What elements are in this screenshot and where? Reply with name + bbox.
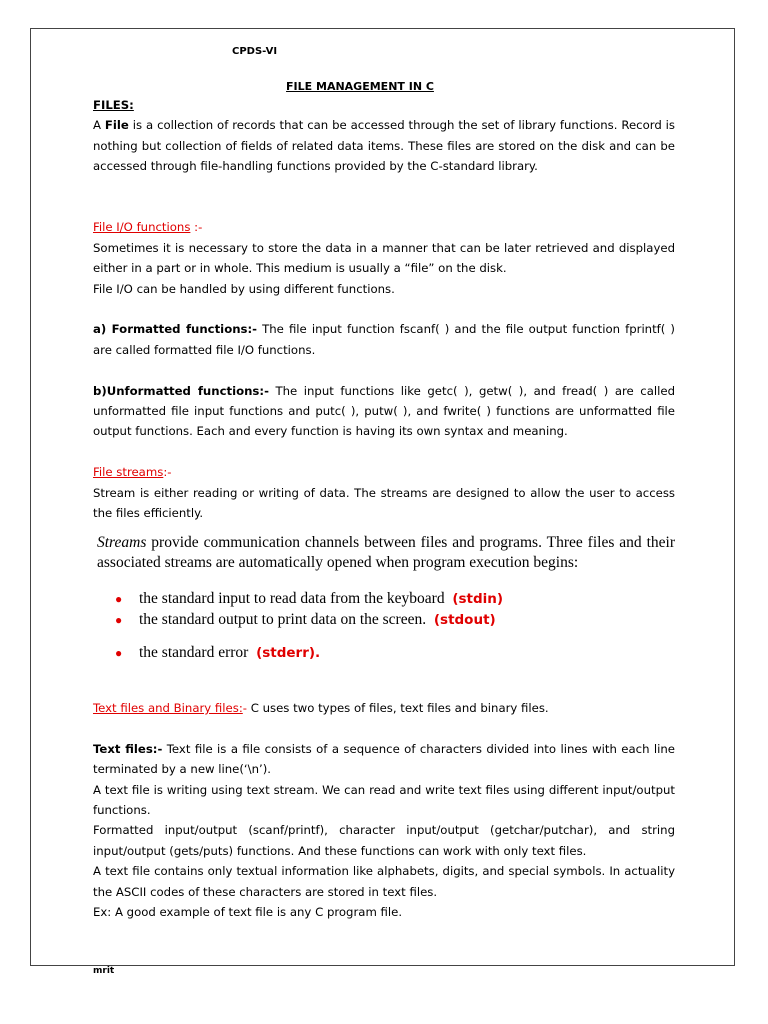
document-title: FILE MANAGEMENT IN C — [286, 80, 434, 93]
streams-heading-line — [93, 462, 675, 482]
bullet-icon: ● — [115, 612, 123, 627]
stream-item-text: the standard input to read data from the keyboard — [139, 590, 445, 608]
textfiles-paragraph-5: Ex: A good example of text file is any C program file. — [93, 905, 403, 919]
streams-heading-suffix: :- — [163, 465, 172, 480]
files-heading: FILES: — [93, 98, 134, 112]
formatted-text: The file input function fscanf( ) and the file output function fprintf( ) are called formatted file I/O functions. — [93, 322, 675, 357]
files-paragraph — [93, 115, 675, 176]
formatted-label: a) Formatted functions:- — [93, 322, 258, 337]
streams-serif-text: provide communication channels between files and programs. Three files and their associated streams are automatically opened when program execution begins: — [97, 534, 675, 572]
textfiles-text: Text file is a file consists of a sequence of characters divided into lines with each line terminated by a new line(‘\n’). — [93, 741, 675, 777]
standard-streams-list — [93, 589, 675, 664]
textfiles-label: Text files:- — [93, 741, 163, 756]
textfiles-paragraph-4: A text file contains only textual information like alphabets, digits, and special symbols. In actuality the ASCII codes of these characters are stored in text files. — [93, 864, 675, 899]
list-item — [93, 643, 675, 664]
bullet-icon: ● — [115, 646, 123, 661]
document-body — [93, 95, 675, 922]
textfiles-definition — [93, 739, 675, 780]
unformatted-text: The input functions like getc( ), getw( ), and fread( ) are called unformatted file input functions and putc( ), putw( ), and fwrite( ) functions are unformatted file output functions. Each and every function is having its own syntax and meaning. — [93, 383, 675, 439]
stream-item-tag: (stdout) — [433, 611, 496, 628]
textfiles-paragraph-2: A text file is writing using text stream. We can read and write text files using different input/output functions. — [93, 782, 675, 817]
textbinary-intro: C uses two types of files, text files and binary files. — [246, 700, 549, 715]
unformatted-label: b)Unformatted functions:- — [93, 383, 269, 398]
textbinary-heading-line — [93, 698, 675, 718]
streams-paragraph: Stream is either reading or writing of data. The streams are designed to allow the user to access the files efficiently. — [93, 485, 675, 521]
streams-italic-word: Streams — [97, 534, 147, 552]
stream-item-tag: (stderr). — [256, 645, 321, 662]
course-header: CPDS-VI — [232, 46, 278, 57]
fileio-heading: File I/O functions — [93, 220, 191, 235]
textfiles-paragraph-3: Formatted input/output (scanf/printf), character input/output (getchar/putchar), and string input/output (gets/puts) functions. And these functions can work with only text files. — [93, 823, 675, 858]
textbinary-heading-suffix: - — [242, 700, 247, 715]
stream-item-text: the standard output to print data on the screen. — [139, 610, 427, 628]
fileio-paragraph-2: File I/O can be handled by using different functions. — [93, 281, 395, 296]
fileio-heading-line — [93, 217, 675, 237]
footer-text: mrit — [93, 966, 115, 976]
fileio-paragraph-1: Sometimes it is necessary to store the data in a manner that can be later retrieved and displayed either in a part or in whole. This medium is usually a “file” on the disk. — [93, 240, 675, 276]
stream-item-tag: (stdin) — [452, 591, 504, 608]
files-bold-word: File — [104, 118, 129, 133]
textbinary-heading: Text files and Binary files: — [93, 700, 243, 715]
files-text-a: A — [93, 118, 105, 133]
unformatted-functions — [93, 381, 675, 442]
fileio-heading-suffix: :- — [194, 220, 203, 235]
stream-item-text: the standard error — [139, 644, 249, 662]
bullet-icon: ● — [115, 592, 123, 607]
files-text-c: is a collection of records that can be accessed through the set of library functions. Record is nothing but collection of fields of related data items. These files are stored on the disk and can be accessed through file-handling functions provided by the C-standard library. — [93, 118, 675, 174]
streams-heading: File streams — [93, 465, 164, 480]
formatted-functions — [93, 319, 675, 360]
list-item — [93, 589, 675, 610]
list-item — [93, 610, 675, 631]
streams-serif-paragraph — [97, 533, 675, 573]
